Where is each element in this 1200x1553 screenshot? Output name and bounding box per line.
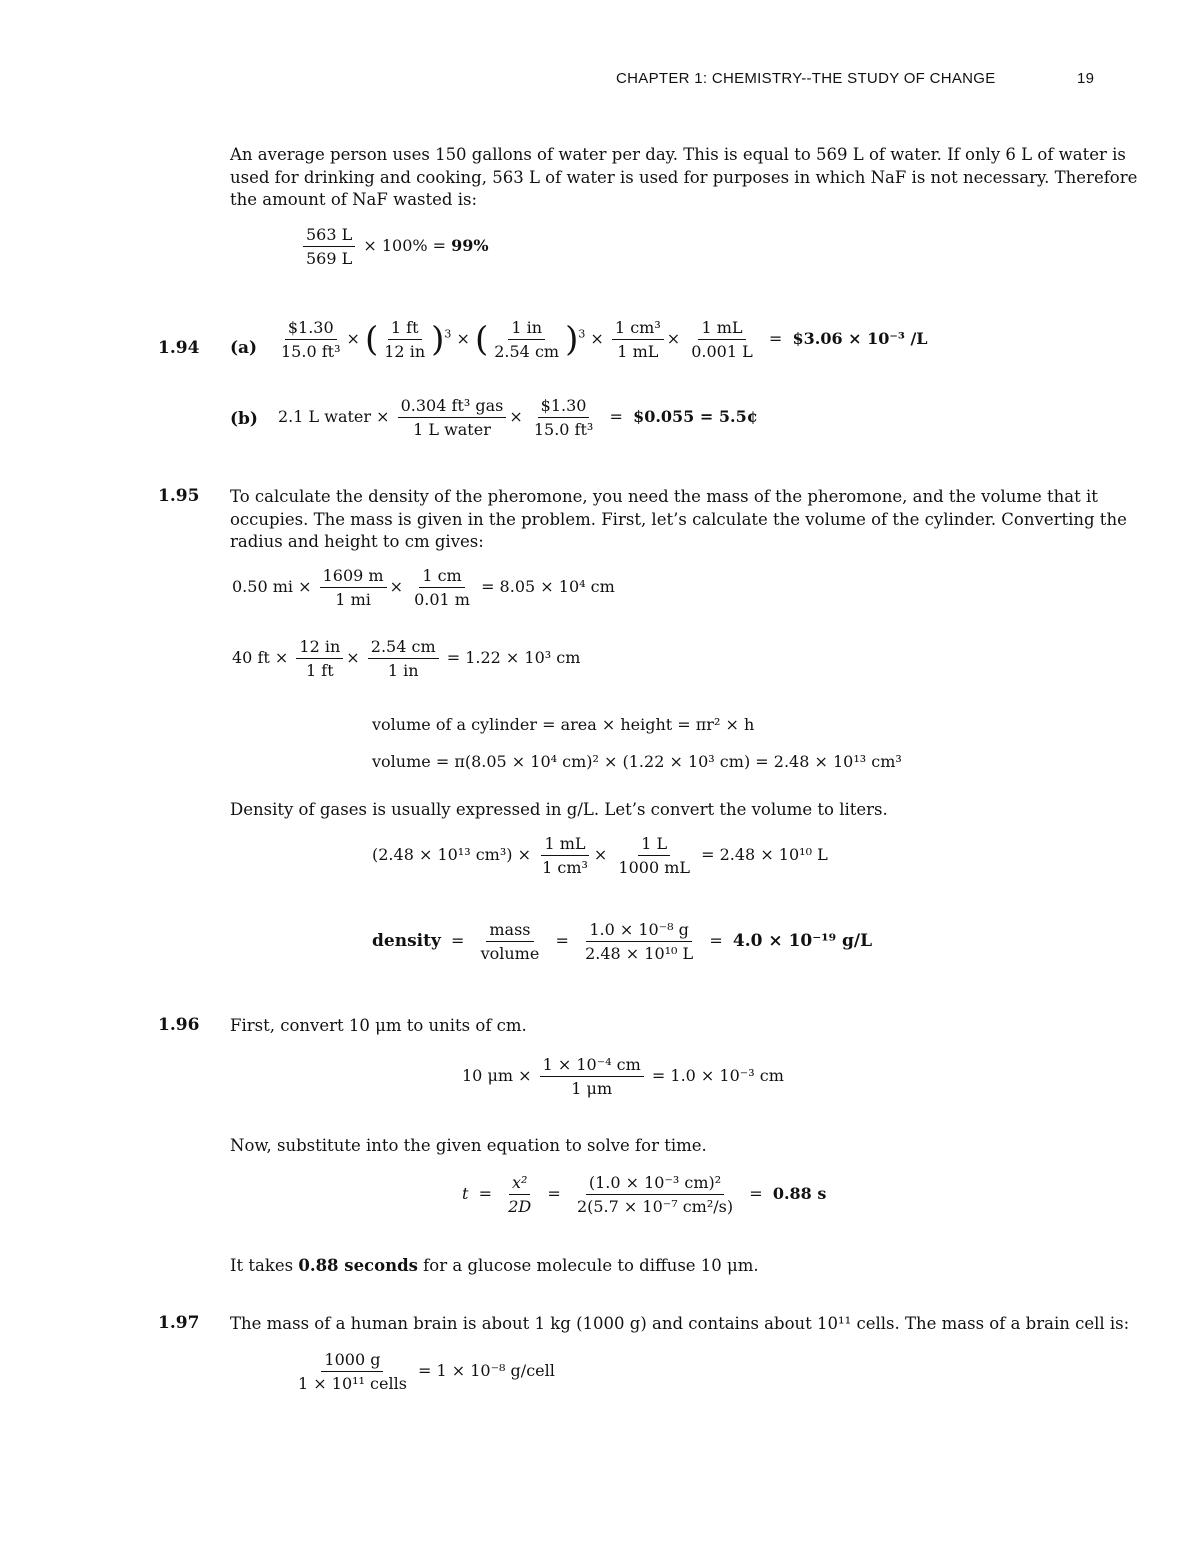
waste-fraction [303, 225, 355, 268]
paragraph-195 [230, 486, 1127, 554]
multiply-text: × 100% = [363, 236, 452, 255]
equation-194b: 2.1 L water × $\frac{\text{0.304 ft³ gas}}{\text{1 L water}}$ × $\frac{\$1.30}{\text{15.0 ft³}}$ = $0.055 = 5.5¢ [278, 396, 758, 439]
text-line: First, convert 10 μm to units of cm. [230, 1016, 527, 1035]
intro-line: the amount of NaF wasted is: [230, 190, 478, 209]
paren-close: ) [565, 319, 579, 360]
text-line: To calculate the density of the pheromone, you need the mass of the pheromone, and the volume that it [230, 487, 1098, 506]
density-result: 4.0 × 10⁻¹⁹ g/L [732, 931, 873, 951]
part-label-b: (b) [230, 409, 258, 429]
fraction: $\frac{1 ft}{12 in}$ [384, 318, 426, 361]
fraction: $\frac{\$1.30}{\text{15.0 ft³}}$ [281, 318, 341, 361]
fraction: $\frac{1 in}{2.54 cm}$ [494, 318, 560, 361]
text-line: occupies. The mass is given in the problem. First, let’s calculate the volume of the cylinder. Converting the [230, 509, 1127, 529]
text-line: radius and height to cm gives: [230, 532, 484, 551]
chapter-title: CHAPTER 1: CHEMISTRY--THE STUDY OF CHANGE [616, 70, 996, 87]
fraction: $\frac{\text{mass}}{\text{volume}}$ [480, 920, 540, 963]
fraction: $\frac{\text{1 × 10⁻⁴ cm}}{1 \mu m}$ [540, 1055, 644, 1098]
fraction: $\frac{2.54 cm}{1 in}$ [368, 637, 439, 680]
fraction-denominator: 569 L [306, 249, 353, 268]
paren-open: ( [474, 319, 489, 360]
fraction: $\frac{\text{0.304 ft³ gas}}{\text{1 L water}}$ [398, 396, 507, 439]
running-header [616, 70, 996, 87]
result-194a: $3.06 × 10⁻³ /L [792, 329, 928, 348]
micron-conversion: 10 μm × $\frac{\text{1 × 10⁻⁴ cm}}{1 \mu m}$ = 1.0 × 10⁻³ cm [462, 1055, 784, 1098]
volume-definition: volume of a cylinder = area × height = πr² × h [372, 715, 755, 734]
text-line: The mass of a human brain is about 1 kg (1000 g) and contains about 10¹¹ cells. The mass of a brain cell is: [230, 1314, 1130, 1333]
problem-number: 1.95 [158, 486, 200, 506]
radius-conversion: 0.50 mi × $\frac{1609 m}{1 mi}$ × $\frac{1 cm}{0.01 m}$ = 8.05 × 10⁴ cm [232, 566, 615, 609]
height-conversion: 40 ft × $\frac{12 in}{1 ft}$ × $\frac{2.54 cm}{1 in}$ = 1.22 × 10³ cm [232, 637, 581, 680]
problem-number: 1.96 [158, 1015, 200, 1035]
waste-equation [300, 225, 489, 268]
liters-conversion: (2.48 × 10¹³ cm³) × $\frac{1 mL}{\text{1 cm³}}$ × $\frac{1 L}{1000 mL}$ = 2.48 × 10¹⁰ L [372, 834, 828, 877]
fraction: $\frac{1 mL}{\text{1 cm³}}$ [542, 834, 588, 877]
fraction: $\frac{1609 m}{1 mi}$ [320, 566, 387, 609]
intro-line: used for drinking and cooking, 563 L of water is used for purposes in which NaF is not necessary. Therefore [230, 167, 1138, 187]
time-equation: t = $\frac{\text{x²}}{2D}$ = $\frac{\text{(1.0 × 10⁻³ cm)²}}{\text{2(5.7 × 10⁻⁷ cm²/s)}}$ = 0.88 s [462, 1173, 827, 1216]
equation-194a: $\frac{\$1.30}{\text{15.0 ft³}}$ × ( $\frac{1 ft}{12 in}$ )$^3$ × ( $\frac{1 in}{2.54 cm}$ )$^3$ × $\frac{\text{1 cm³}}{1 mL}$ × $\frac{1 mL}{0.001 L}$ = $3.06 × 10⁻³ /L [275, 318, 928, 361]
fraction: $\frac{\text{1.0 × 10⁻⁸ g}}{\text{2.48 × 10¹⁰ L}}$ [585, 920, 694, 963]
fraction: $\frac{1 cm}{0.01 m}$ [414, 566, 470, 609]
intro-paragraph [230, 144, 1137, 212]
fraction: $\frac{1 L}{1000 mL}$ [618, 834, 691, 877]
fraction: $\frac{1 mL}{0.001 L}$ [691, 318, 753, 361]
fraction: $\frac{12 in}{1 ft}$ [296, 637, 343, 680]
paren-open: ( [364, 319, 379, 360]
waste-result: 99% [451, 236, 489, 255]
volume-calculation: volume = π(8.05 × 10⁴ cm)² × (1.22 × 10³ cm) = 2.48 × 10¹³ cm³ [372, 752, 902, 771]
fraction: $\frac{1000 g}{\text{1 × 10¹¹ cells}}$ [298, 1350, 407, 1393]
fraction: $\frac{\text{x²}}{2D}$ [508, 1173, 532, 1216]
density-note: Density of gases is usually expressed in g/L. Let’s convert the volume to liters. [230, 800, 888, 819]
fraction: $\frac{\$1.30}{\text{15.0 ft³}}$ [533, 396, 594, 439]
part-label-a: (a) [230, 338, 258, 358]
fraction: $\frac{\text{1 cm³}}{1 mL}$ [612, 318, 664, 361]
result-194b: $0.055 = 5.5¢ [633, 407, 758, 426]
fraction-numerator: 563 L [303, 225, 355, 247]
text-line: Now, substitute into the given equation to solve for time. [230, 1136, 707, 1155]
equation-start: 2.1 L water × [278, 407, 390, 426]
conclusion-196: It takes 0.88 seconds for a glucose molecule to diffuse 10 μm. [230, 1256, 759, 1275]
problem-number: 1.97 [158, 1313, 200, 1333]
brain-cell-equation: $\frac{1000 g}{\text{1 × 10¹¹ cells}}$ = 1 × 10⁻⁸ g/cell [292, 1350, 555, 1393]
density-equation: density = $\frac{\text{mass}}{\text{volume}}$ = $\frac{\text{1.0 × 10⁻⁸ g}}{\text{2.48 × 10¹⁰ L}}$ = 4.0 × 10⁻¹⁹ g/L [372, 920, 873, 963]
problem-number: 1.94 [158, 338, 200, 358]
fraction: $\frac{\text{(1.0 × 10⁻³ cm)²}}{\text{2(5.7 × 10⁻⁷ cm²/s)}}$ [576, 1173, 734, 1216]
paren-close: ) [431, 319, 445, 360]
page-number: 19 [1077, 70, 1095, 87]
intro-line: An average person uses 150 gallons of water per day. This is equal to 569 L of water. If only 6 L of water is [230, 145, 1126, 164]
time-result: 0.88 s [772, 1184, 827, 1203]
